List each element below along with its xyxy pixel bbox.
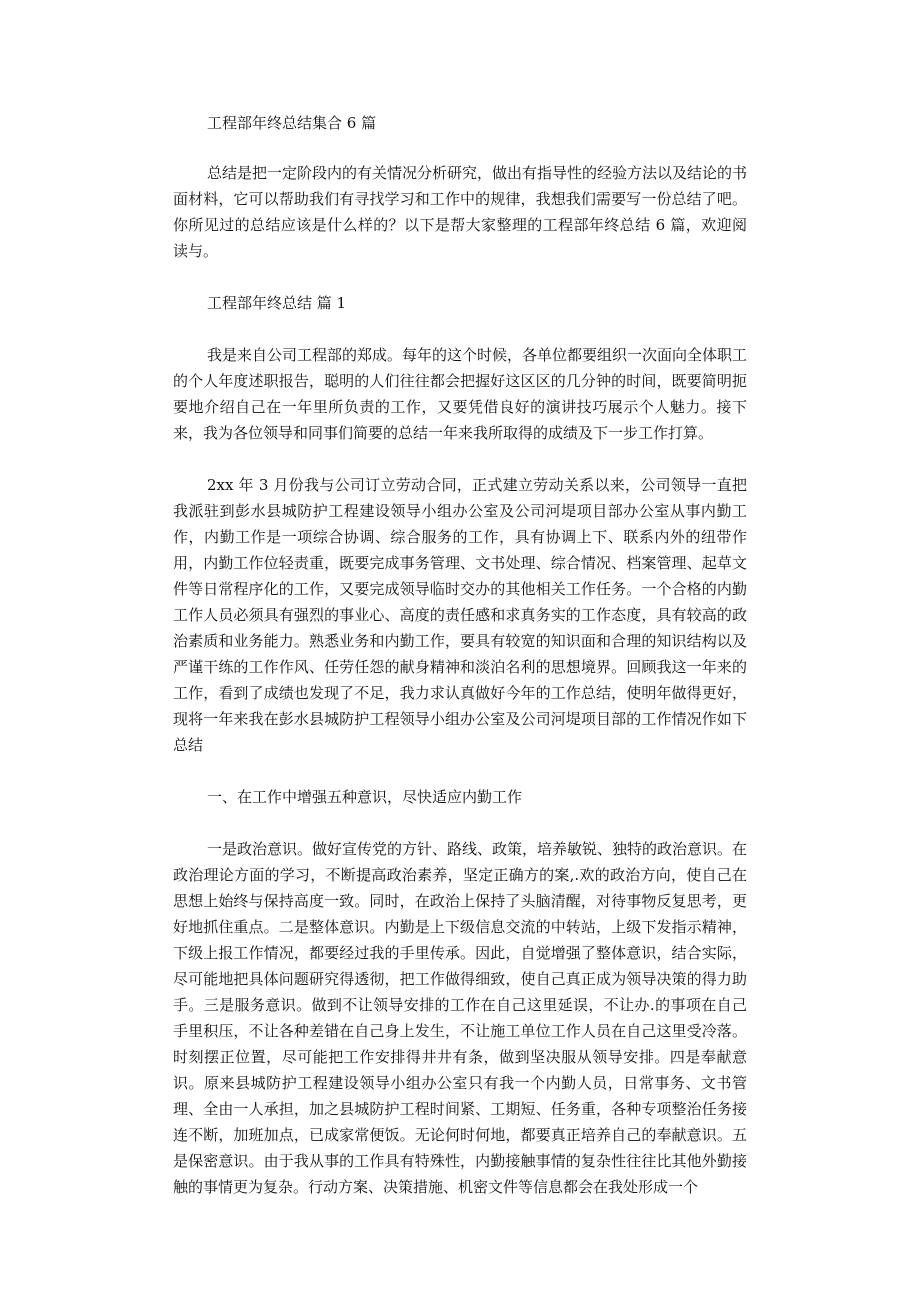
body-paragraph: 我是来自公司工程部的郑成。每年的这个时候，各单位都要组织一次面向全体职工的个人年度述职报告，聪明的人们往往都会把握好这区区的几分钟的时间，既要简明扼要地介绍自己在一年里所负责的工作，又要凭借良好的演讲技巧展示个人魅力。接下来，我为各位领导和同事们简要的总结一年来我所取得的成绩及下一步工作打算。 [173,346,748,442]
subheading: 一、在工作中增强五种意识，尽快适应内勤工作 [207,788,523,806]
intro-paragraph: 总结是把一定阶段内的有关情况分析研究，做出有指导性的经验方法以及结论的书面材料，它可以帮助我们有寻找学习和工作中的规律，我想我们需要写一份总结了吧。你所见过的总结应该是什么样的？以下是帮大家整理的工程部年终总结 6 篇，欢迎阅读与。 [173,164,748,260]
document-title: 工程部年终总结集合 6 篇 [207,114,377,132]
document-page [173,110,747,1200]
body-paragraph: 一是政治意识。做好宣传党的方针、路线、政策，培养敏锐、独特的政治意识。在政治理论方面的学习，不断提高政治素养，坚定正确方的案,.欢的政治方向，使自己在思想上始终与保持高度一致。同时，在政治上保持了头脑清醒，对待事物反复思考，更好地抓住重点。二是整体意识。内勤是上下级信息交流的中转站，上级下发指示精神，下级上报工作情况，都要经过我的手里传承。因此，自觉增强了整体意识，结合实际，尽可能地把具体问题研究得透彻，把工作做得细致，使自己真正成为领导决策的得力助手。三是服务意识。做到不让领导安排的工作在自己这里延误，不让办.的事项在自己手里积压，不让各种差错在自己身上发生，不让施工单位工作人员在自己这里受冷落。时刻摆正位置，尽可能把工作安排得井井有条，做到坚决服从领导安排。四是奉献意识。原来县城防护工程建设领导小组办公室只有我一个内勤人员，日常事务、文书管理、全由一人承担，加之县城防护工程时间紧、工期短、任务重，各种专项整治任务接连不断，加班加点，已成家常便饭。无论何时何地，都要真正培养自己的奉献意识。五是保密意识。由于我从事的工作具有特殊性，内勤接触事情的复杂性往往比其他外勤接触的事情更为复杂。行动方案、决策措施、机密文件等信息都会在我处形成一个 [173,840,748,1196]
body-paragraph: 2xx 年 3 月份我与公司订立劳动合同，正式建立劳动关系以来，公司领导一直把我派驻到彭水县城防护工程建设领导小组办公室及公司河堤项目部办公室从事内勤工作，内勤工作是一项综合协调、综合服务的工作，具有协调上下、联系内外的纽带作用，内勤工作位轻责重，既要完成事务管理、文书处理、综合情况、档案管理、起草文件等日常程序化的工作，又要完成领导临时交办的其他相关工作任务。一个合格的内勤工作人员必须具有强烈的事业心、高度的责任感和求真务实的工作态度，具有较高的政治素质和业务能力。熟悉业务和内勤工作，要具有较宽的知识面和合理的知识结构以及严谨干练的工作作风、任劳任怨的献身精神和淡泊名利的思想境界。回顾我这一年来的工作，看到了成绩也发现了不足，我力求认真做好今年的工作总结，使明年做得更好，现将一年来我在彭水县城防护工程领导小组办公室及公司河堤项目部的工作情况作如下总结 [173,476,747,754]
section-title: 工程部年终总结 篇 1 [207,294,347,312]
